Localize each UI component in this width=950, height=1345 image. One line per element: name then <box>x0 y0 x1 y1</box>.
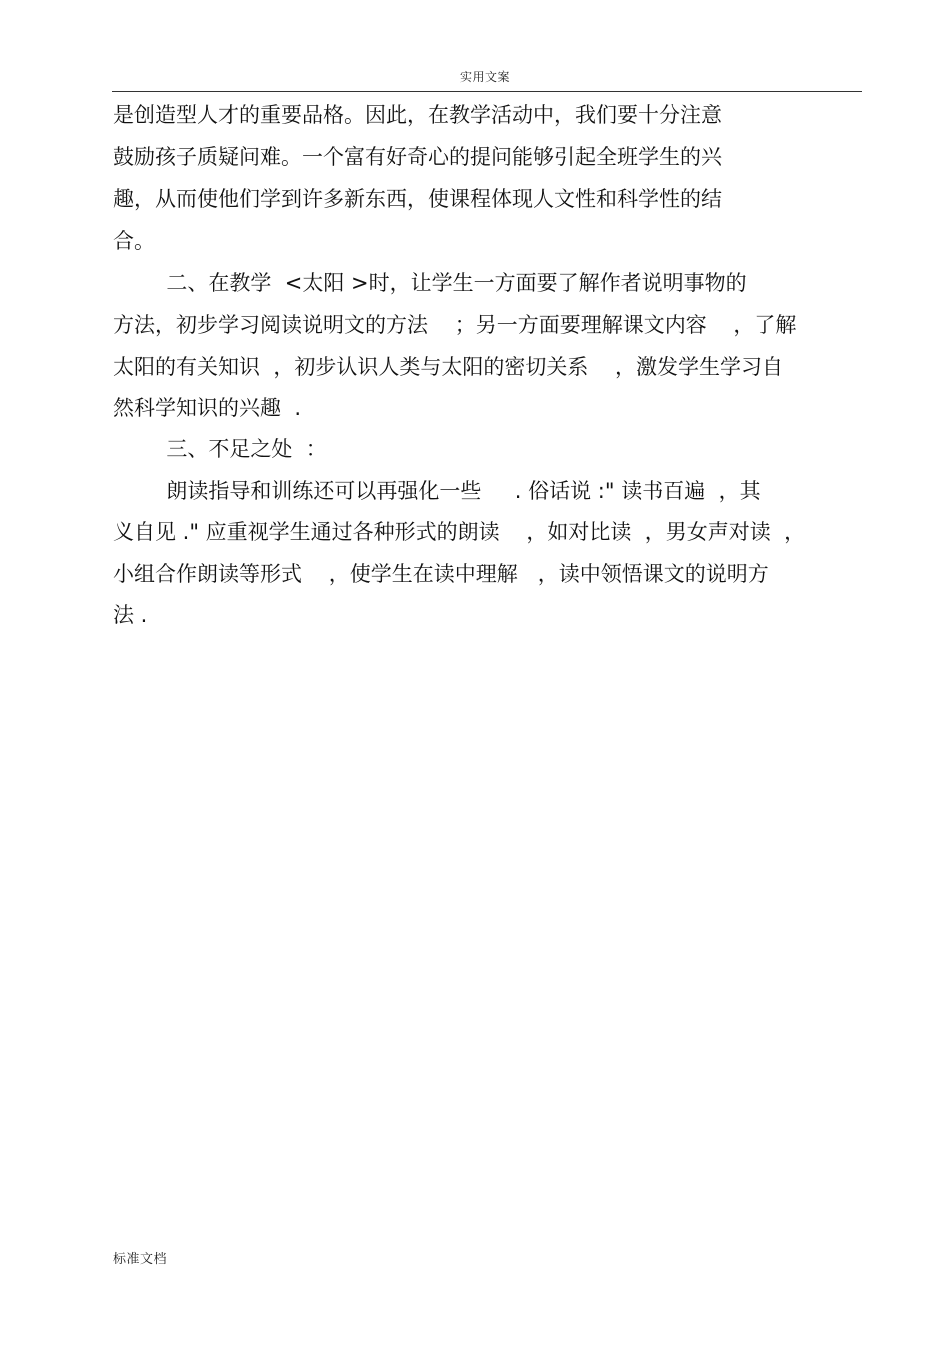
body-line-13: 法 . <box>113 603 148 627</box>
body-line-2: 鼓励孩子质疑问难。一个富有好奇心的提问能够引起全班学生的兴 <box>113 145 722 169</box>
body-line-9: 三、不足之处 ： <box>113 437 327 461</box>
body-line-10: 朗读指导和训练还可以再强化一些 . 俗话说 :" 读书百遍 ，其 <box>113 479 761 503</box>
body-line-6: 方法，初步学习阅读说明文的方法 ；另一方面要理解课文内容 ，了解 <box>113 313 797 337</box>
page-header-title: 实用文案 <box>459 70 510 84</box>
body-line-7: 太阳的有关知识 ，初步认识人类与太阳的密切关系 ，激发学生学习自 <box>113 355 784 379</box>
page-footer-label: 标准文档 <box>113 1252 168 1267</box>
header-divider <box>112 91 862 92</box>
body-line-3: 趣，从而使他们学到许多新东西，使课程体现人文性和科学性的结 <box>113 187 722 211</box>
body-line-5: 二、在教学 <太阳 >时，让学生一方面要了解作者说明事物的 <box>113 271 747 295</box>
body-line-1: 是创造型人才的重要品格。因此，在教学活动中，我们要十分注意 <box>113 103 722 127</box>
body-line-11: 义自见 ." 应重视学生通过各种形式的朗读 ，如对比读 ，男女声对读 ， <box>113 520 806 544</box>
body-line-12: 小组合作朗读等形式 ，使学生在读中理解 ，读中领悟课文的说明方 <box>113 562 769 586</box>
body-line-8: 然科学知识的兴趣 . <box>113 396 302 420</box>
body-line-4: 合。 <box>113 229 155 253</box>
